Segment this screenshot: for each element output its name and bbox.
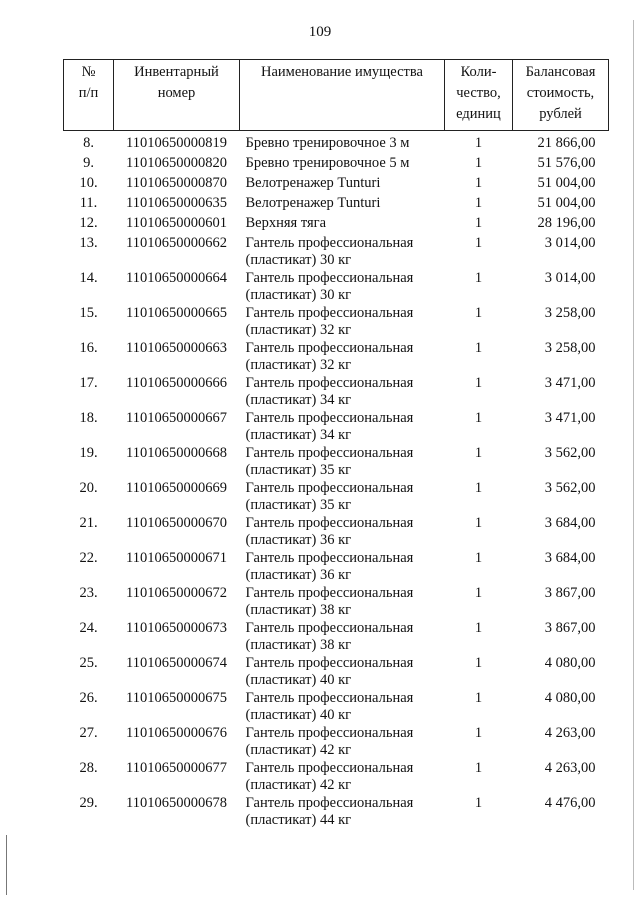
header-balance-cost — [513, 60, 609, 131]
inventory-number: 11010650000673 — [126, 620, 227, 636]
inventory-number: 11010650000666 — [126, 375, 227, 391]
header-cost-line-2: стоимость, — [526, 85, 595, 101]
header-property-name — [240, 60, 445, 131]
header-number — [64, 60, 114, 131]
table-row — [64, 795, 609, 830]
inventory-table — [63, 59, 609, 830]
table-row — [64, 340, 609, 375]
quantity: 1 — [474, 585, 483, 601]
inventory-number: 11010650000667 — [126, 410, 227, 426]
row-number: 19. — [79, 445, 98, 461]
inventory-number: 11010650000870 — [126, 175, 227, 191]
quantity: 1 — [474, 235, 483, 251]
header-inventory-number — [114, 60, 240, 131]
header-inventory-line-2: номер — [157, 85, 196, 101]
property-name-line: Верхняя тяга — [245, 215, 327, 231]
balance-cost: 4 263,00 — [544, 725, 596, 741]
balance-cost: 3 684,00 — [544, 550, 596, 566]
balance-cost: 3 562,00 — [544, 480, 596, 496]
table-row — [64, 515, 609, 550]
scan-edge-left — [6, 835, 7, 895]
header-quantity-line-2: чество, — [456, 85, 501, 101]
balance-cost: 3 684,00 — [544, 515, 596, 531]
property-name-line: (пластикат) 40 кг — [245, 672, 352, 688]
table-row — [64, 760, 609, 795]
quantity: 1 — [474, 760, 483, 776]
table-row — [64, 215, 609, 235]
row-number: 9. — [83, 155, 94, 171]
table-row — [64, 131, 609, 156]
property-name — [240, 445, 445, 480]
row-number: 13. — [79, 235, 98, 251]
table-row — [64, 305, 609, 340]
inventory-number: 11010650000678 — [126, 795, 227, 811]
property-name-line: (пластикат) 44 кг — [245, 812, 352, 828]
table-row — [64, 270, 609, 305]
property-name — [240, 235, 445, 270]
quantity: 1 — [474, 135, 483, 151]
balance-cost: 3 867,00 — [544, 620, 596, 636]
property-name-line: (пластикат) 32 кг — [245, 322, 352, 338]
property-name-line: Гантель профессиональная — [245, 725, 414, 741]
row-number: 17. — [79, 375, 98, 391]
quantity: 1 — [474, 195, 483, 211]
scan-edge-right — [633, 20, 634, 890]
table-row — [64, 690, 609, 725]
balance-cost: 51 576,00 — [537, 155, 596, 171]
header-number-line-2: п/п — [78, 85, 99, 101]
property-name-line: (пластикат) 35 кг — [245, 497, 352, 513]
property-name — [240, 195, 445, 215]
property-name-line: Гантель профессиональная — [245, 375, 414, 391]
inventory-number: 11010650000662 — [126, 235, 227, 251]
balance-cost: 4 080,00 — [544, 690, 596, 706]
property-name-line: (пластикат) 30 кг — [245, 252, 352, 268]
property-name — [240, 795, 445, 830]
property-name-line: (пластикат) 35 кг — [245, 462, 352, 478]
balance-cost: 51 004,00 — [537, 175, 596, 191]
property-name-line: Гантель профессиональная — [245, 550, 414, 566]
inventory-number: 11010650000670 — [126, 515, 227, 531]
header-row — [64, 60, 609, 131]
property-name-line: Гантель профессиональная — [245, 515, 414, 531]
header-quantity-line-3: единиц — [456, 106, 501, 122]
property-name-line: Гантель профессиональная — [245, 235, 414, 251]
property-name — [240, 480, 445, 515]
property-name-line: Гантель профессиональная — [245, 270, 414, 286]
property-name-line: Гантель профессиональная — [245, 410, 414, 426]
table-row — [64, 375, 609, 410]
quantity: 1 — [474, 270, 483, 286]
property-name — [240, 340, 445, 375]
property-name — [240, 270, 445, 305]
property-name-line: (пластикат) 34 кг — [245, 392, 352, 408]
inventory-number: 11010650000671 — [126, 550, 227, 566]
inventory-number: 11010650000820 — [126, 155, 227, 171]
row-number: 21. — [79, 515, 98, 531]
table-row — [64, 445, 609, 480]
balance-cost: 3 471,00 — [544, 375, 596, 391]
property-name — [240, 550, 445, 585]
table-row — [64, 725, 609, 760]
inventory-number: 11010650000677 — [126, 760, 227, 776]
property-name — [240, 655, 445, 690]
quantity: 1 — [474, 550, 483, 566]
quantity: 1 — [474, 175, 483, 191]
row-number: 20. — [79, 480, 98, 496]
quantity: 1 — [474, 515, 483, 531]
row-number: 24. — [79, 620, 98, 636]
property-name-line: (пластикат) 42 кг — [245, 777, 352, 793]
table-row — [64, 175, 609, 195]
inventory-number: 11010650000675 — [126, 690, 227, 706]
table-row — [64, 195, 609, 215]
row-number: 28. — [79, 760, 98, 776]
quantity: 1 — [474, 375, 483, 391]
property-name-line: (пластикат) 40 кг — [245, 707, 352, 723]
property-name-line: (пластикат) 42 кг — [245, 742, 352, 758]
table-row — [64, 410, 609, 445]
balance-cost: 3 562,00 — [544, 445, 596, 461]
quantity: 1 — [474, 215, 483, 231]
table-row — [64, 235, 609, 270]
property-name-line: Гантель профессиональная — [245, 480, 414, 496]
property-name — [240, 375, 445, 410]
inventory-number: 11010650000665 — [126, 305, 227, 321]
property-name-line: Гантель профессиональная — [245, 340, 414, 356]
inventory-number: 11010650000669 — [126, 480, 227, 496]
property-name — [240, 131, 445, 156]
property-name-line: Гантель профессиональная — [245, 795, 414, 811]
row-number: 23. — [79, 585, 98, 601]
property-name — [240, 690, 445, 725]
property-name — [240, 620, 445, 655]
header-inventory-line-1: Инвентарный — [134, 64, 219, 80]
inventory-number: 11010650000601 — [126, 215, 227, 231]
property-name-line: (пластикат) 36 кг — [245, 567, 352, 583]
property-name-line: Гантель профессиональная — [245, 655, 414, 671]
table-body — [64, 131, 609, 831]
balance-cost: 3 258,00 — [544, 340, 596, 356]
property-name-line: Гантель профессиональная — [245, 690, 414, 706]
property-name — [240, 725, 445, 760]
property-name — [240, 585, 445, 620]
header-name-line-1: Наименование имущества — [261, 64, 423, 80]
property-name-line: (пластикат) 38 кг — [245, 602, 352, 618]
table-row — [64, 480, 609, 515]
quantity: 1 — [474, 480, 483, 496]
header-quantity — [445, 60, 513, 131]
table-row — [64, 620, 609, 655]
row-number: 26. — [79, 690, 98, 706]
balance-cost: 3 258,00 — [544, 305, 596, 321]
inventory-number: 11010650000663 — [126, 340, 227, 356]
row-number: 29. — [79, 795, 98, 811]
property-name-line: Гантель профессиональная — [245, 305, 414, 321]
balance-cost: 3 014,00 — [544, 235, 596, 251]
property-name — [240, 215, 445, 235]
quantity: 1 — [474, 655, 483, 671]
table-row — [64, 550, 609, 585]
property-name — [240, 305, 445, 340]
page-number: 109 — [308, 24, 332, 40]
balance-cost: 3 471,00 — [544, 410, 596, 426]
inventory-number: 11010650000672 — [126, 585, 227, 601]
header-quantity-line-1: Коли- — [460, 64, 497, 80]
table-row — [64, 155, 609, 175]
table-header — [64, 60, 609, 131]
balance-cost: 4 080,00 — [544, 655, 596, 671]
quantity: 1 — [474, 690, 483, 706]
quantity: 1 — [474, 725, 483, 741]
row-number: 14. — [79, 270, 98, 286]
property-name — [240, 175, 445, 195]
inventory-number: 11010650000676 — [126, 725, 227, 741]
quantity: 1 — [474, 620, 483, 636]
property-name-line: Бревно тренировочное 3 м — [245, 135, 410, 151]
property-name — [240, 760, 445, 795]
table-row — [64, 585, 609, 620]
quantity: 1 — [474, 445, 483, 461]
row-number: 15. — [79, 305, 98, 321]
row-number: 16. — [79, 340, 98, 356]
balance-cost: 3 014,00 — [544, 270, 596, 286]
property-name — [240, 155, 445, 175]
quantity: 1 — [474, 305, 483, 321]
property-name-line: Гантель профессиональная — [245, 760, 414, 776]
row-number: 25. — [79, 655, 98, 671]
property-name-line: Велотренажер Tunturi — [245, 175, 381, 191]
quantity: 1 — [474, 795, 483, 811]
inventory-number: 11010650000635 — [126, 195, 227, 211]
balance-cost: 28 196,00 — [537, 215, 596, 231]
inventory-number: 11010650000664 — [126, 270, 227, 286]
balance-cost: 4 476,00 — [544, 795, 596, 811]
balance-cost: 51 004,00 — [537, 195, 596, 211]
balance-cost: 4 263,00 — [544, 760, 596, 776]
property-name-line: Велотренажер Tunturi — [245, 195, 381, 211]
property-name — [240, 515, 445, 550]
property-name-line: (пластикат) 36 кг — [245, 532, 352, 548]
row-number: 10. — [79, 175, 98, 191]
property-name-line: (пластикат) 34 кг — [245, 427, 352, 443]
property-name-line: Гантель профессиональная — [245, 620, 414, 636]
row-number: 27. — [79, 725, 98, 741]
header-cost-line-1: Балансовая — [525, 64, 596, 80]
property-name-line: (пластикат) 30 кг — [245, 287, 352, 303]
inventory-number: 11010650000668 — [126, 445, 227, 461]
table-row — [64, 655, 609, 690]
property-name-line: Бревно тренировочное 5 м — [245, 155, 410, 171]
row-number: 8. — [83, 135, 94, 151]
row-number: 12. — [79, 215, 98, 231]
inventory-number: 11010650000819 — [126, 135, 227, 151]
header-number-line-1: № — [81, 64, 96, 80]
property-name-line: (пластикат) 32 кг — [245, 357, 352, 373]
property-name-line: Гантель профессиональная — [245, 445, 414, 461]
row-number: 18. — [79, 410, 98, 426]
quantity: 1 — [474, 340, 483, 356]
balance-cost: 21 866,00 — [537, 135, 596, 151]
property-name-line: Гантель профессиональная — [245, 585, 414, 601]
property-name-line: (пластикат) 38 кг — [245, 637, 352, 653]
header-cost-line-3: рублей — [539, 106, 582, 122]
row-number: 22. — [79, 550, 98, 566]
balance-cost: 3 867,00 — [544, 585, 596, 601]
property-name — [240, 410, 445, 445]
row-number: 11. — [79, 195, 98, 211]
quantity: 1 — [474, 410, 483, 426]
inventory-number: 11010650000674 — [126, 655, 227, 671]
quantity: 1 — [474, 155, 483, 171]
